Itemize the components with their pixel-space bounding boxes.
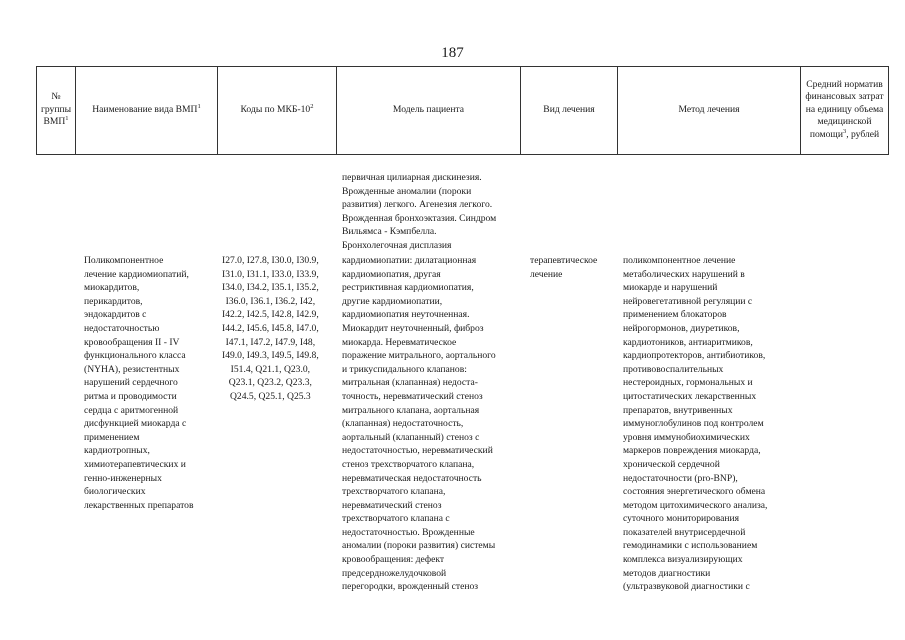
model-line: трехстворчатого клапана, bbox=[342, 486, 446, 498]
method-line: метаболических нарушений в bbox=[623, 268, 745, 280]
header-vmp-name-text: Наименование вида ВМП bbox=[92, 103, 198, 115]
model-line: недостаточностью. Врожденные bbox=[342, 526, 475, 538]
model-line: аномалии (пороки развития) системы bbox=[342, 540, 496, 552]
treatment-type-cell bbox=[530, 254, 597, 281]
treatment-method-cell bbox=[623, 254, 767, 594]
icd-codes-line: I47.1, I47.2, I47.9, I48, bbox=[225, 336, 316, 348]
model-line: трехстворчатого клапана с bbox=[342, 513, 450, 525]
footnote-marker: 3 bbox=[842, 127, 847, 135]
method-line: комплекса визуализирующих bbox=[623, 554, 743, 566]
header-vmp-name bbox=[76, 66, 217, 154]
icd-codes-line: I27.0, I27.8, I30.0, I30.9, bbox=[222, 255, 319, 266]
icd-codes-line: I51.4, Q21.1, Q23.0, bbox=[230, 363, 311, 375]
method-line: хронической сердечной bbox=[623, 458, 720, 470]
method-line: препаратов, внутривенных bbox=[623, 404, 733, 416]
header-patient-model bbox=[337, 66, 520, 154]
vmp-name-line: (NYHA), резистентных bbox=[84, 363, 180, 375]
icd-codes-line: Q24.5, Q25.1, Q25.3 bbox=[229, 390, 311, 402]
method-line: нестероидных, гормональных и bbox=[623, 377, 753, 389]
header-icd-codes-text: Коды по МКБ-10 bbox=[240, 103, 311, 115]
method-line: маркеров повреждения миокарда, bbox=[623, 445, 761, 457]
header-icd-codes bbox=[218, 66, 336, 154]
vmp-name-line: функционального класса bbox=[84, 350, 186, 362]
model-line: (клапанная) недостаточность, bbox=[342, 418, 464, 430]
vmp-name-line: недостаточностью bbox=[84, 322, 160, 334]
model-line: кардиомиопатии: дилатационная bbox=[342, 255, 477, 266]
vmp-name-line: дисфункцией миокарда с bbox=[84, 418, 187, 430]
vmp-name-line: биологических bbox=[84, 486, 146, 498]
method-line: состояния энергетического обмена bbox=[623, 486, 766, 498]
model-line: кардиомиопатия, другая bbox=[342, 268, 441, 280]
model-line: недостаточностью, неревматический bbox=[342, 445, 493, 457]
patient-model-cell bbox=[342, 254, 496, 594]
method-line: нейровегетативной регуляции с bbox=[623, 295, 753, 307]
treatment-type-line: лечение bbox=[530, 268, 563, 280]
method-line: противовоспалительных bbox=[623, 363, 724, 375]
model-line: аортальный (клапанный) стеноз с bbox=[342, 431, 480, 443]
header-treatment-type-text: Вид лечения bbox=[543, 103, 595, 115]
table-header-bottom-border bbox=[36, 154, 889, 155]
method-line: недостаточности (pro-BNP), bbox=[623, 472, 738, 484]
method-line: (ультразвуковой диагностики с bbox=[623, 581, 750, 593]
header-treatment-method bbox=[618, 66, 800, 154]
model-line: точность, неревматический стеноз bbox=[342, 390, 483, 402]
method-line: применением блокаторов bbox=[623, 309, 727, 321]
model-line: первичная цилиарная дискинезия. bbox=[342, 172, 482, 183]
model-line: рестриктивная кардиомиопатия, bbox=[342, 282, 474, 294]
model-line: перегородки, врожденный стеноз bbox=[342, 581, 479, 593]
model-line: Миокардит неуточненный, фиброз bbox=[342, 322, 484, 334]
model-line: миокарда. Неревматическое bbox=[342, 336, 457, 348]
method-line: кардиопротекторов, антибиотиков, bbox=[623, 350, 766, 362]
header-group-number-text: № группы ВМП bbox=[40, 91, 72, 128]
icd-codes-line: I42.2, I42.5, I42.8, I42.9, bbox=[222, 309, 319, 321]
vmp-name-cell bbox=[84, 254, 194, 512]
vmp-name-line: миокардитов, bbox=[84, 282, 140, 294]
icd-codes-line: I49.0, I49.3, I49.5, I49.8, bbox=[222, 350, 319, 362]
treatment-type-line: терапевтическое bbox=[530, 255, 598, 266]
vmp-name-line: лекарственных препаратов bbox=[84, 499, 194, 511]
model-line: развития) легкого. Агенезия легкого. bbox=[342, 199, 493, 211]
method-line: кардиотоников, антиаритмиков, bbox=[623, 336, 753, 348]
model-line: Бронхолегочная дисплазия bbox=[342, 239, 452, 251]
icd-codes-line: I31.0, I31.1, I33.0, I33.9, bbox=[222, 268, 319, 280]
header-divider bbox=[888, 66, 889, 155]
model-line: митрального клапана, аортальная bbox=[342, 404, 480, 416]
vmp-name-line: перикардитов, bbox=[84, 295, 143, 307]
model-line: поражение митрального, аортального bbox=[342, 350, 496, 362]
method-line: цитостатических лекарственных bbox=[623, 390, 757, 402]
footnote-marker: 1 bbox=[65, 115, 69, 123]
method-line: методов диагностики bbox=[623, 567, 711, 579]
model-line: предсердножелудочковой bbox=[342, 567, 447, 579]
vmp-name-line: применением bbox=[84, 431, 140, 443]
header-treatment-method-text: Метод лечения bbox=[678, 103, 740, 115]
vmp-name-line: нарушений сердечного bbox=[84, 377, 178, 389]
method-line: показателей внутрисердечной bbox=[623, 526, 746, 538]
model-continuation bbox=[342, 171, 496, 253]
icd-codes-line: Q23.1, Q23.2, Q23.3, bbox=[228, 377, 312, 389]
icd-codes-line: I44.2, I45.6, I45.8, I47.0, bbox=[222, 322, 319, 334]
vmp-name-line: химиотерапевтических и bbox=[84, 458, 186, 470]
model-line: стеноз трехстворчатого клапана, bbox=[342, 458, 475, 470]
model-line: и трикуспидального клапанов: bbox=[342, 363, 467, 375]
vmp-name-line: кардиотропных, bbox=[84, 445, 150, 457]
header-group-number bbox=[37, 66, 75, 154]
page-number: 187 bbox=[441, 45, 464, 61]
model-line: Врожденные аномалии (пороки bbox=[342, 185, 472, 197]
vmp-name-line: сердца с аритмогенной bbox=[84, 404, 179, 416]
model-line: неревматическая недостаточность bbox=[342, 472, 482, 484]
vmp-name-line: Поликомпонентное bbox=[84, 255, 164, 266]
vmp-name-line: генно-инженерных bbox=[84, 472, 162, 484]
method-line: суточного мониторирования bbox=[623, 513, 740, 525]
method-line: миокарде и нарушений bbox=[623, 282, 718, 294]
header-average-cost-suffix: , рублей bbox=[846, 128, 880, 140]
header-average-cost bbox=[801, 66, 888, 154]
model-line: кровообращения: дефект bbox=[342, 554, 445, 566]
model-line: митральная (клапанная) недоста- bbox=[342, 377, 478, 389]
icd-codes-line: I36.0, I36.1, I36.2, I42, bbox=[225, 295, 316, 307]
method-line: гемодинамики с использованием bbox=[623, 540, 758, 552]
method-line: нейрогормонов, диуретиков, bbox=[623, 322, 740, 334]
header-treatment-type bbox=[521, 66, 617, 154]
model-line: неревматический стеноз bbox=[342, 499, 442, 511]
model-line: кардиомиопатия неуточненная. bbox=[342, 309, 470, 321]
model-line: Врожденная бронхоэктазия. Синдром bbox=[342, 212, 497, 224]
vmp-name-line: эндокардитов с bbox=[84, 309, 147, 321]
vmp-name-line: ритма и проводимости bbox=[84, 390, 177, 402]
icd-codes-cell bbox=[222, 254, 319, 404]
footnote-marker: 2 bbox=[310, 102, 314, 110]
method-line: иммуноглобулинов под контролем bbox=[623, 418, 764, 430]
vmp-name-line: лечение кардиомиопатий, bbox=[84, 268, 189, 280]
method-line: методом цитохимического анализа, bbox=[623, 499, 768, 511]
header-patient-model-text: Модель пациента bbox=[392, 103, 465, 115]
icd-codes-line: I34.0, I34.2, I35.1, I35.2, bbox=[222, 282, 319, 294]
method-line: поликомпонентное лечение bbox=[623, 255, 736, 266]
vmp-name-line: кровообращения II - IV bbox=[84, 336, 180, 348]
model-line: другие кардиомиопатии, bbox=[342, 295, 443, 307]
method-line: уровня иммунобиохимических bbox=[623, 431, 750, 443]
model-line: Вильямса - Кэмпбелла. bbox=[342, 226, 437, 238]
header-average-cost-text: Средний норматив финансовых затрат на единицу объема медицинской помощи bbox=[805, 78, 884, 140]
footnote-marker: 1 bbox=[197, 102, 201, 110]
